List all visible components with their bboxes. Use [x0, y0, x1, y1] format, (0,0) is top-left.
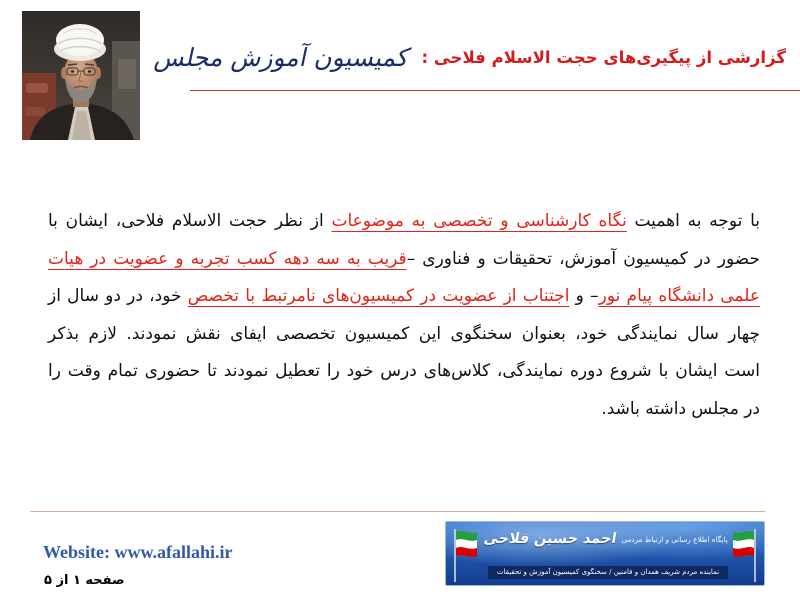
iran-flag-icon — [731, 526, 761, 582]
text-run: است ایشان با شروع دوره نمایندگی، کلاس‌های درس خود را تعطیل نمودند تا حضوری تمام وقت را — [48, 361, 760, 381]
text-run: در مجلس داشته باشد. — [601, 398, 760, 419]
header-divider — [190, 90, 800, 91]
paragraph-line — [48, 353, 760, 391]
highlighted-phrase: اجتناب از عضویت در کمیسیون‌های نامرتبط با تخصص — [187, 286, 570, 306]
text-run: خود، در دو سال از — [48, 286, 188, 306]
text-run: از نظر حجت الاسلام فلاحی، ایشان با — [48, 211, 332, 231]
highlighted-phrase: قریب به سه دهه کسب تجربه و عضویت در هیات — [48, 248, 407, 269]
site-banner — [445, 521, 765, 586]
text-run: حضور در کمیسیون آموزش، تحقیقات و فناوری – — [406, 248, 760, 269]
text-run: چهار سال نمایندگی خود، بعنوان سخنگوی این کمیسیون تخصصی ایفای نقش نمودند. لازم بذکر — [48, 323, 760, 344]
page-number: صفحه ۱ از ۵ — [44, 573, 125, 588]
header — [151, 37, 786, 77]
committee-calligraphy-title: کمیسیون آموزش مجلس — [151, 42, 413, 72]
website-label: Website: www.afallahi.ir — [43, 542, 233, 562]
banner-tagline: پایگاه اطلاع رسانی و ارتباط مردمی — [621, 534, 728, 544]
text-run: با توجه به اهمیت — [626, 211, 760, 231]
paragraph-line — [48, 278, 760, 316]
paragraph-line — [48, 241, 760, 279]
text-run: – و — [569, 286, 599, 306]
paragraph-line — [48, 316, 760, 354]
highlighted-phrase: علمی دانشگاه پیام نور — [598, 286, 761, 306]
paragraph-line — [48, 391, 760, 429]
page-title: گزارشی از پیگیری‌های حجت الاسلام فلاحی : — [421, 47, 786, 67]
banner-subtitle: نماینده مردم شریف همدان و فامنین / سخنگوی کمیسیون آموزش و تحقیقات — [488, 566, 728, 579]
portrait-photo — [22, 11, 140, 140]
iran-flag-icon — [449, 526, 479, 582]
paragraph-line — [48, 203, 760, 241]
banner-name: احمد حسین فلاحی — [482, 531, 618, 547]
footer-divider — [30, 511, 765, 512]
banner-heading — [484, 531, 728, 547]
highlighted-phrase: نگاه کارشناسی و تخصصی به موضوعات — [331, 211, 627, 231]
body-text — [48, 203, 760, 428]
